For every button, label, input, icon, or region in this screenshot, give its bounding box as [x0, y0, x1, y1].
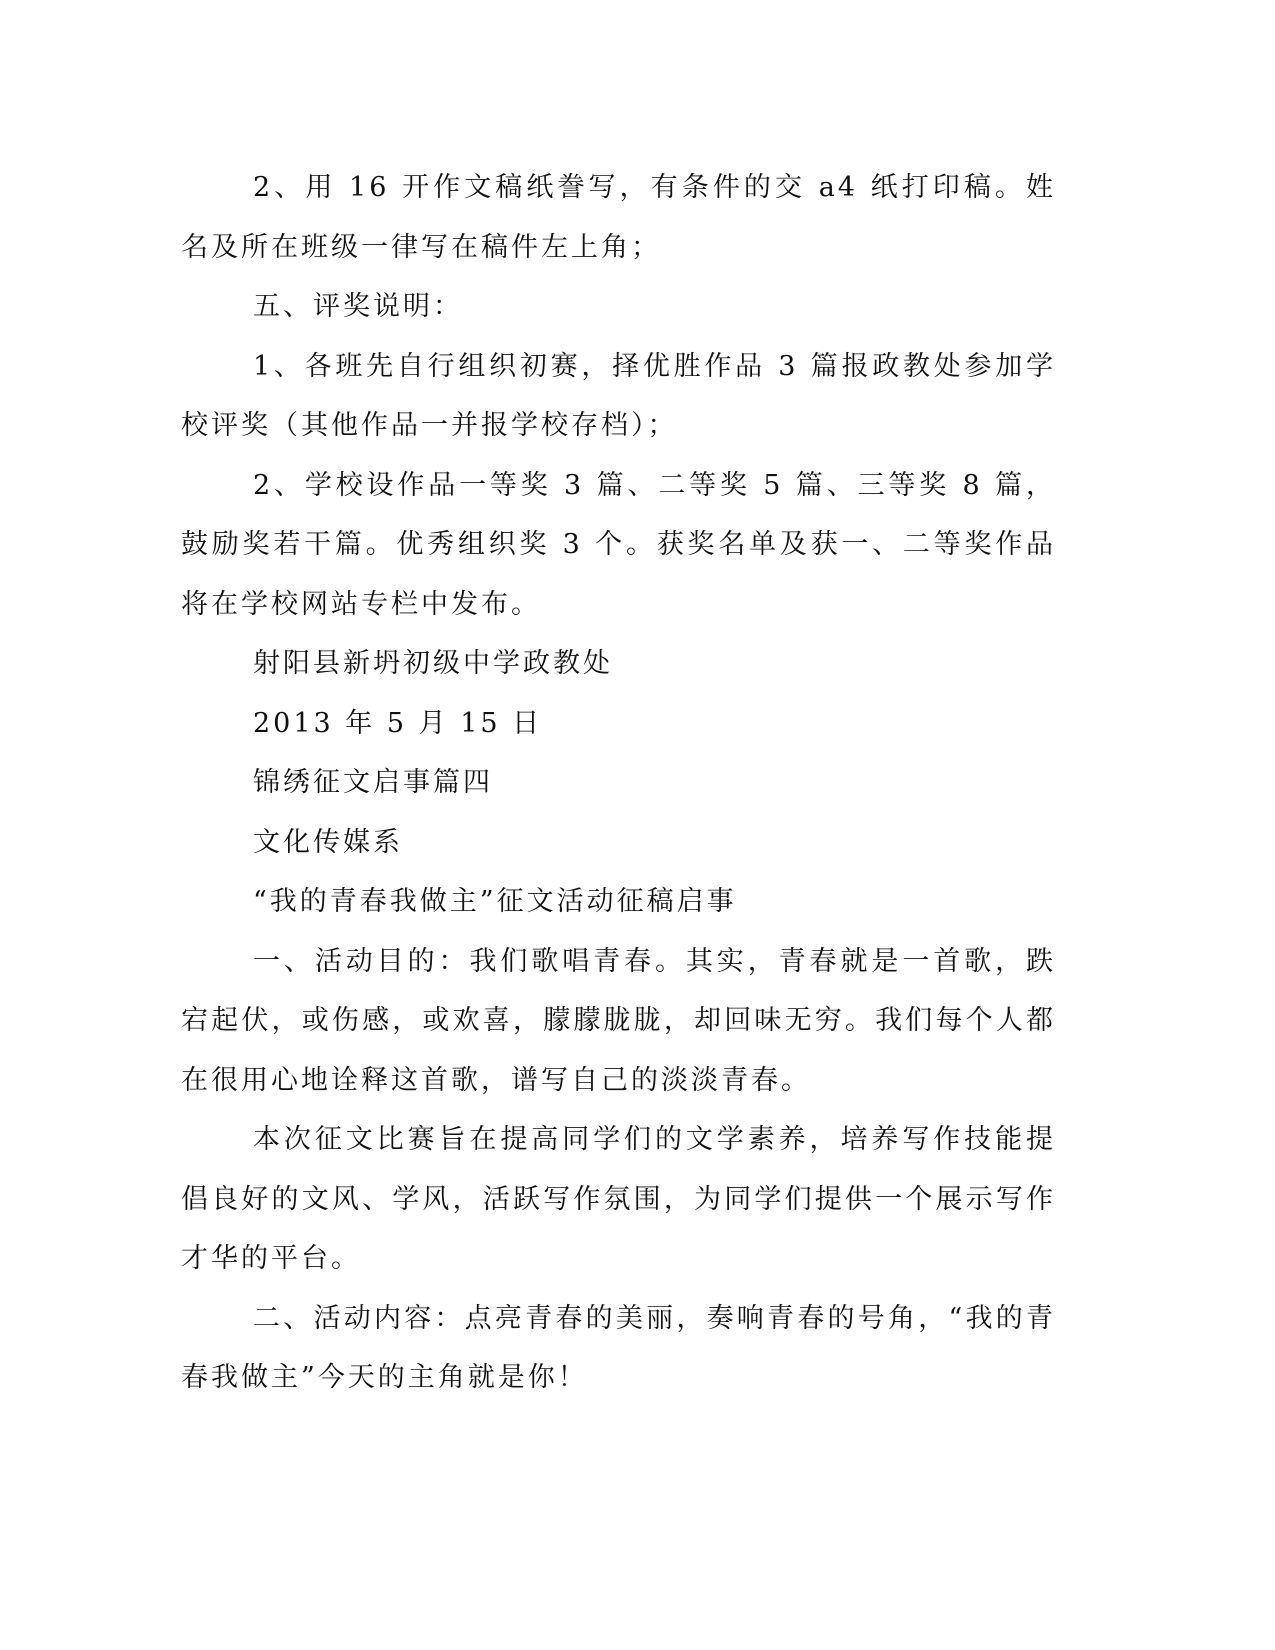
department-name: 文化传媒系	[253, 826, 403, 858]
paragraph-activity-purpose: 一、活动目的：我们歌唱青春。其实，青春就是一首歌，跌宕起伏，或伤感，或欢喜，朦朦胧胧，却回味无穷。我们每个人都在很用心地诠释这首歌，谱写自己的淡淡青春。	[181, 945, 1056, 1096]
heading-award-rules: 五、评奖说明：	[253, 291, 463, 322]
notice-title: “我的青春我做主”征文活动征稿启事	[253, 886, 737, 917]
section-title: 锦绣征文启事篇四	[253, 767, 493, 798]
signature-organizer: 射阳县新坍初级中学政教处	[253, 648, 613, 679]
signature-date: 2013 年 5 月 15 日	[253, 707, 543, 739]
paragraph-activity-content: 二、活动内容：点亮青春的美丽，奏响青春的号角，“我的青春我做主”今天的主角就是你！	[181, 1302, 1056, 1393]
paragraph-preliminary-round: 1、各班先自行组织初赛，择优胜作品 3 篇报政教处参加学校评奖（其他作品一并报学校存档）；	[181, 350, 1056, 441]
paragraph-award-levels: 2、学校设作品一等奖 3 篇、二等奖 5 篇、三等奖 8 篇，鼓励奖若干篇。优秀组织奖 3 个。获奖名单及获一、二等奖作品将在学校网站专栏中发布。	[181, 469, 1056, 620]
document-body	[181, 158, 1056, 1408]
paragraph-manuscript-format: 2、用 16 开作文稿纸誊写，有条件的交 a4 纸打印稿。姓名及所在班级一律写在稿件左上角；	[181, 172, 1056, 263]
paragraph-contest-aim: 本次征文比赛旨在提高同学们的文学素养，培养写作技能提倡良好的文风、学风，活跃写作氛围，为同学们提供一个展示写作才华的平台。	[181, 1124, 1056, 1274]
